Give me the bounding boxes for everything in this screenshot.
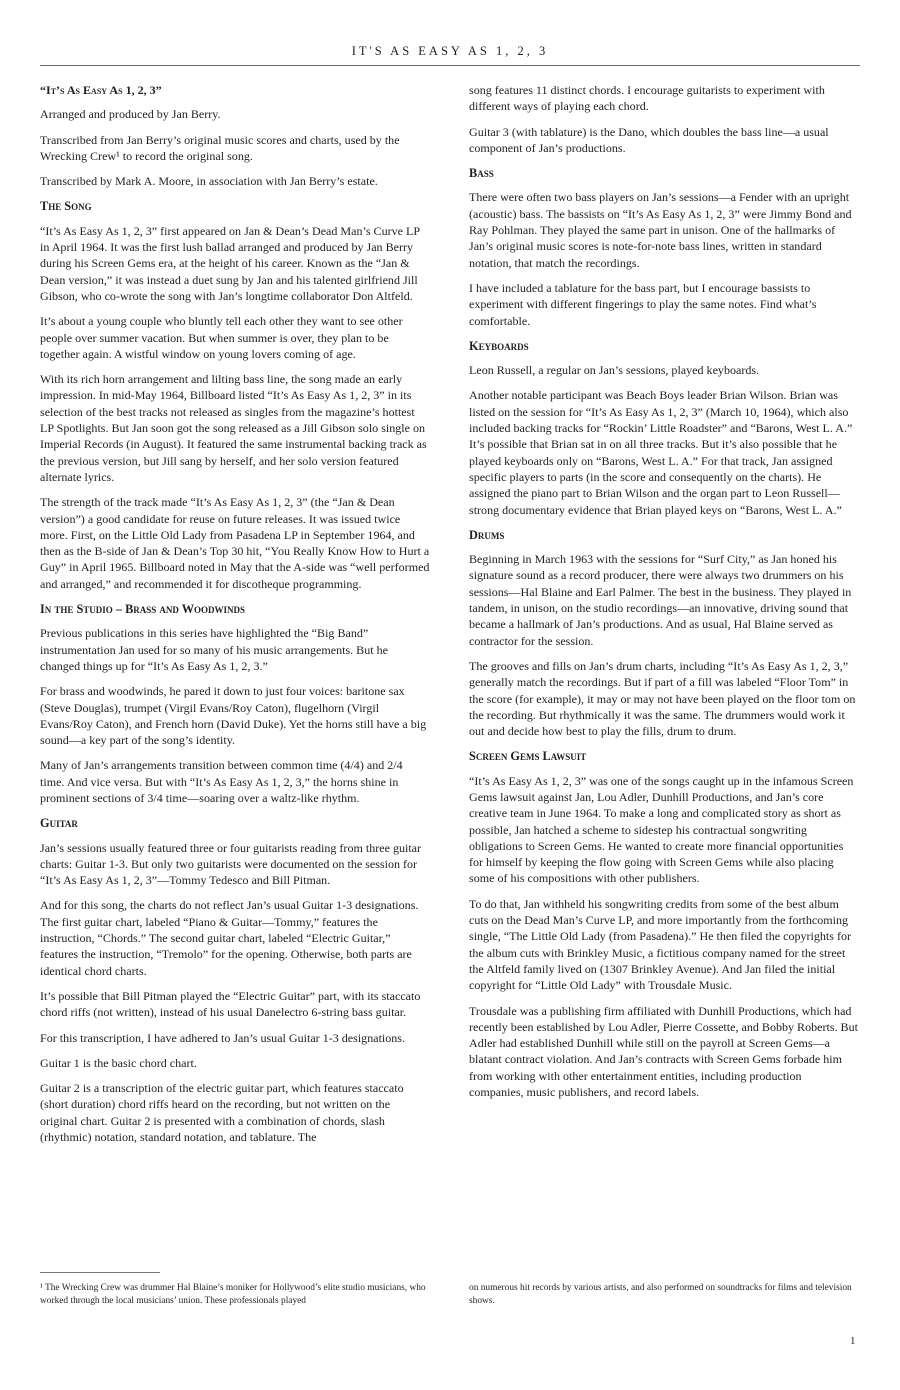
song-title: “It’s As Easy As 1, 2, 3” [40, 83, 162, 97]
paragraph: Leon Russell, a regular on Jan’s sessions, played keyboards. [469, 363, 760, 378]
paragraph: Guitar 1 is the basic chord chart. [40, 1055, 197, 1070]
section-heading-screen-gems-lawsuit: Screen Gems Lawsuit [469, 749, 587, 764]
section-heading-guitar: Guitar [40, 816, 78, 831]
paragraph: The strength of the track made “It’s As Easy As 1, 2, 3” (the “Jan & Dean version”) a good candidate for reuse on future releases. It was issued twice more. First, on the Little Old Lady from Pasadena LP in September 1964, and then as the B-side of Jan & Dean’s Top 30 hit, “You Really Know How to Hurt a Guy” in April 1965. Billboard noted in May that the A-side was “well performed and arranged,” and recommended it for discotheque programming. [40, 495, 430, 591]
paragraph: Previous publications in this series have highlighted the “Big Band” instrumentation Jan used for so many of his music arrangements. But he changed things up for “It’s As Easy As 1, 2, 3.” [40, 626, 388, 673]
paragraph: I have included a tablature for the bass part, but I encourage bassists to experiment with different fingerings to play the same notes. Find what’s comfortable. [469, 280, 817, 328]
paragraph: “It’s As Easy As 1, 2, 3” first appeared on Jan & Dean’s Dead Man’s Curve LP in April 1964. It was the first lush ballad arranged and produced by Jan Berry during his Screen Gems era, at the height of his career. Known as the “Jan & Dean version,” it was instead a duet sung by Jan and his talented girlfriend Jill Gibson, who co-wrote the song with Jan’s longtime collaborator Don Altfeld. [40, 223, 420, 303]
paragraph: Jan’s sessions usually featured three or four guitarists reading from three guitar charts: Guitar 1-3. But only two guitarists were documented on the session for “It’s As Easy As 1, 2, 3”—Tommy Tedesco and Bill Pitman. [40, 840, 422, 888]
paragraph: Guitar 3 (with tablature) is the Dano, which doubles the bass line—a usual component of Jan’s productions. [469, 124, 829, 155]
footnote-text-continued: on numerous hit records by various artists, and also performed on soundtracks for films and television shows. [469, 1283, 852, 1306]
paragraph: It’s possible that Bill Pitman played the “Electric Guitar” part, with its staccato chord riffs (not written), instead of his usual Danelectro 6-string bass guitar. [40, 988, 421, 1020]
paragraph: song features 11 distinct chords. I encourage guitarists to experiment with different ways of playing each chord. [469, 83, 825, 114]
footnote-rule [40, 1272, 160, 1273]
paragraph: For this transcription, I have adhered to Jan’s usual Guitar 1-3 designations. [40, 1030, 406, 1045]
paragraph: There were often two bass players on Jan’s sessions—a Fender with an upright (acoustic) bass. The bassists on “It’s As Easy As 1, 2, 3” were Jimmy Bond and Ray Pohlman. They played the same part in unison. One of the hallmarks of Jan’s original music scores is note-for-note bass lines, written in standard notation, that match the recordings. [469, 190, 852, 270]
paragraph: “It’s As Easy As 1, 2, 3” was one of the songs caught up in the infamous Screen Gems lawsuit against Jan, Lou Adler, Dunhill Productions, and Jan’s core creative team in June 1964. To make a long and complicated story as short as possible, Jan hatched a scheme to sidestep his contractual songwriting obligations to Screen Gems. He wanted to create more financial opportunities for himself by keeping the flow going with Screen Gems while also placing some of his compositions with other publishers. [469, 773, 854, 886]
paragraph: To do that, Jan withheld his songwriting credits from some of the best album cuts on the Dead Man’s Curve LP, and more importantly from the forthcoming single, “The Little Old Lady (from Pasadena).” He then filed the copyrights for the album cuts with Brinkley Music, a fictitious company named for the street the Altfeld family lived on (1307 Brinkley Avenue). And Jan filed the initial copyright for “Little Old Lady” with Trousdale Music. [469, 896, 852, 993]
paragraph: Many of Jan’s arrangements transition between common time (4/4) and 2/4 time. And vice versa. But with “It’s As Easy As 1, 2, 3,” the horns shine in prominent sections of 3/4 time—soaring over a waltz-like rhythm. [40, 758, 403, 805]
running-head: IT'S AS EASY AS 1, 2, 3 [40, 44, 860, 66]
page-number: 1 [850, 1335, 856, 1347]
paragraph: Transcribed from Jan Berry’s original music scores and charts, used by the Wrecking Crew¹ to record the original song. [40, 132, 400, 163]
paragraph: With its rich horn arrangement and lilting bass line, the song made an early impression. In mid-May 1964, Billboard listed “It’s As Easy As 1, 2, 3” in its selection of the best tracks not released as singles from the magazine’s hottest LP Spotlights. But Jan soon got the song released as a Jill Gibson solo single on Imperial Records (in August). It featured the same instrumental backing track as the previous version, but Jill sang by herself, and her solo version featured alternate lyrics. [40, 372, 427, 484]
section-heading-bass: Bass [469, 166, 494, 181]
paragraph: For brass and woodwinds, he pared it down to just four voices: baritone sax (Steve Douglas), trumpet (Virgil Evans/Roy Caton), flugelhorn (Virgil Evans/Roy Caton), and French horn (David Duke). Yet the horns still have a big sound—a key part of the song’s identity. [40, 684, 427, 748]
paragraph: Guitar 2 is a transcription of the electric guitar part, which features staccato (short duration) chord riffs heard on the recording, but not written on the original chart. Guitar 2 is presented with a combination of chords, slash (rhythmic) notation, standard notation, and tablature. The [40, 1081, 404, 1145]
section-heading-keyboards: Keyboards [469, 338, 529, 353]
paragraph: Beginning in March 1963 with the sessions for “Surf City,” as Jan honed his signature sound as a record producer, there were always two drummers on his sessions—Hal Blaine and Earl Palmer. The best in the business. They played in tandem, in unison, on the studio recordings—an innovative, driving sound that became a hallmark of Jan’s productions. And as usual, Hal Blaine served as contractor for the session. [469, 552, 852, 648]
paragraph: Transcribed by Mark A. Moore, in association with Jan Berry’s estate. [40, 174, 378, 189]
paragraph: Another notable participant was Beach Boys leader Brian Wilson. Brian was listed on the session for “It’s As Easy As 1, 2, 3” (March 10, 1964), which also included backing tracks for “Rockin’ Little Roadster” and “Barons, West L. A.” It’s possible that Brian sat in on all three tracks. But it’s also possible that he played keyboards only on “Barons, West L. A.” For that track, Jan assigned specific players to parts (in the score and consequently on the charts). He assigned the piano part to Brian Wilson and the organ part to Leon Russell—strong documentary evidence that Brian played keys on “Barons, West L. A.” [469, 388, 853, 517]
right-column [469, 82, 859, 1109]
section-heading-drums: Drums [469, 527, 505, 542]
paragraph: Trousdale was a publishing firm affiliated with Dunhill Productions, which had recently been established by Lou Adler, Pierre Cossette, and Bobby Roberts. But Adler had established Dunhill while still on the payroll at Screen Gems—a blatant contract violation. And Jan’s contracts with Screen Gems forbade him from working with other entertainment entities, including production companies, music publishers, and record labels. [469, 1003, 858, 1100]
left-column [40, 82, 430, 1154]
paragraph: And for this song, the charts do not reflect Jan’s usual Guitar 1-3 designations. The first guitar chart, labeled “Piano & Guitar—Tommy,” features the instruction, “Chords.” The second guitar chart, labeled “Electric Guitar,” features the instruction, “Tremolo” for the opening. Otherwise, both parts are identical chord charts. [40, 898, 419, 978]
paragraph: Arranged and produced by Jan Berry. [40, 107, 221, 122]
section-heading-in-the-studio: In the Studio – Brass and Woodwinds [40, 602, 246, 617]
paragraph: The grooves and fills on Jan’s drum charts, including “It’s As Easy As 1, 2, 3,” generally match the recordings. But if part of a fill was labeled “Floor Tom” in the score (for example), it may or may not have been played on the floor tom on the recording. But rhythmically it was the same. The drummers would work it out and decide how best to play the fills, drum to drum. [469, 658, 856, 739]
section-heading-the-song: The Song [40, 199, 92, 214]
paragraph: It’s about a young couple who bluntly tell each other they want to see other people over summer vacation. But when summer is over, they plan to be together again. A wistful window on young lovers coming of age. [40, 314, 403, 361]
footnote-text: ¹ The Wrecking Crew was drummer Hal Blaine’s moniker for Hollywood’s elite studio musicians, who worked through the local musicians’ union. These professionals played [40, 1283, 426, 1306]
